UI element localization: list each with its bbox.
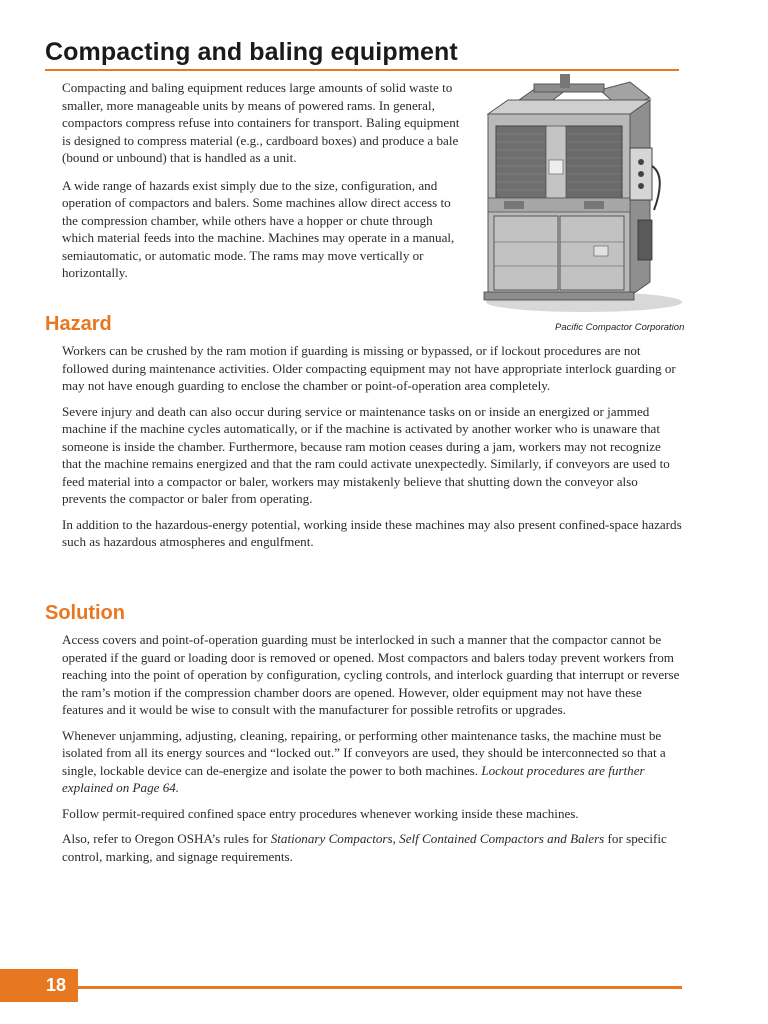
intro-paragraph-2: A wide range of hazards exist simply due to the size, configuration, and operation of compactors and balers. Some machines allow direct access to the compression chamber, while others have a hopper or chute through which material feeds into the machine. Machines may operate in a manual, semiautomatic, or automatic mode. The rams may move vertically or horizontally.	[62, 177, 455, 280]
page-number-tab	[0, 969, 78, 1002]
hazard-paragraph-1: Workers can be crushed by the ram motion if guarding is missing or bypassed, or if lockout procedures are not followed during maintenance activities. Older compacting equipment may not have appropriate interlock guarding or may not have enough guarding to enclose the chamber or point-of-operation area completely.	[62, 343, 676, 393]
hazard-paragraph-2: Severe injury and death can also occur during service or maintenance tasks on or inside an energized or jammed machine if the machine cycles automatically, or if the machine is activated by another worker who is unaware that someone is inside the chamber. Furthermore, because ram motion ceases during a jam, workers may not recognize that the machine remains energized and that the ram could activate unexpectedly. Similarly, if conveyors are used to feed material into a compactor or baler, workers may mistakenly believe that shutting down the conveyor also prevents the compactor or baler from operating.	[62, 403, 670, 506]
rule-reference-self-contained: Self Contained Compactors and Balers	[399, 831, 605, 846]
solution-paragraph-4	[62, 830, 682, 865]
figure-caption: Pacific Compactor Corporation	[555, 322, 685, 333]
solution-paragraph-2-text: Whenever unjamming, adjusting, cleaning, repairing, or performing other maintenance tasks, the machine must be isolated from all its energy sources and “locked out.” If conveyors are used, they should be interconnected so that a single, lockable device can de-energize and isolate the power to both machines.	[62, 727, 666, 778]
baler-machine-photo	[474, 70, 694, 340]
solution-paragraph-1: Access covers and point-of-operation guarding must be interlocked in such a manner that the compactor cannot be operated if the guard or loading door is removed or opened. Most compactors and balers today prevent workers from reaching into the point of operation by configuration, cycling controls, and interlock guarding that interrupt or reverse the ram’s motion if the compression chamber doors are opened. However, older equipment may not have these features and it would be wise to consult with the manufacturer for possible retrofits or upgrades.	[62, 632, 680, 717]
lockout-reference: Lockout procedures are further explained on Page 64.	[62, 762, 645, 795]
solution-section	[62, 631, 682, 865]
hazard-section	[62, 342, 682, 551]
hazard-heading: Hazard	[45, 313, 112, 335]
page-title: Compacting and baling equipment	[45, 38, 458, 66]
solution-paragraph-2	[62, 727, 682, 797]
solution-paragraph-4-post: for specific control, marking, and signage requirements.	[62, 831, 667, 864]
solution-heading: Solution	[45, 602, 125, 624]
footer-divider	[78, 986, 682, 989]
rule-reference-stationary-compactors: Stationary Compactors	[270, 831, 393, 846]
solution-paragraph-4-pre: Also, refer to Oregon OSHA’s rules for	[62, 831, 271, 846]
intro-section	[62, 79, 467, 282]
page-number: 18	[45, 975, 66, 995]
hazard-paragraph-3: In addition to the hazardous-energy potential, working inside these machines may also present confined-space hazards such as hazardous atmospheres and engulfment.	[62, 516, 682, 549]
solution-paragraph-4-sep: ,	[392, 831, 400, 846]
baler-machine-illustration	[474, 70, 694, 340]
solution-paragraph-3: Follow permit-required confined space entry procedures whenever working inside these machines.	[62, 805, 579, 821]
intro-paragraph-1: Compacting and baling equipment reduces large amounts of solid waste to smaller, more manageable units by means of powered rams. In general, compactors compress refuse into containers for transport. Baling equipment is designed to compress material (e.g., cardboard boxes) and produce a bale (bound or unbound) that is handled as a unit.	[62, 80, 460, 165]
